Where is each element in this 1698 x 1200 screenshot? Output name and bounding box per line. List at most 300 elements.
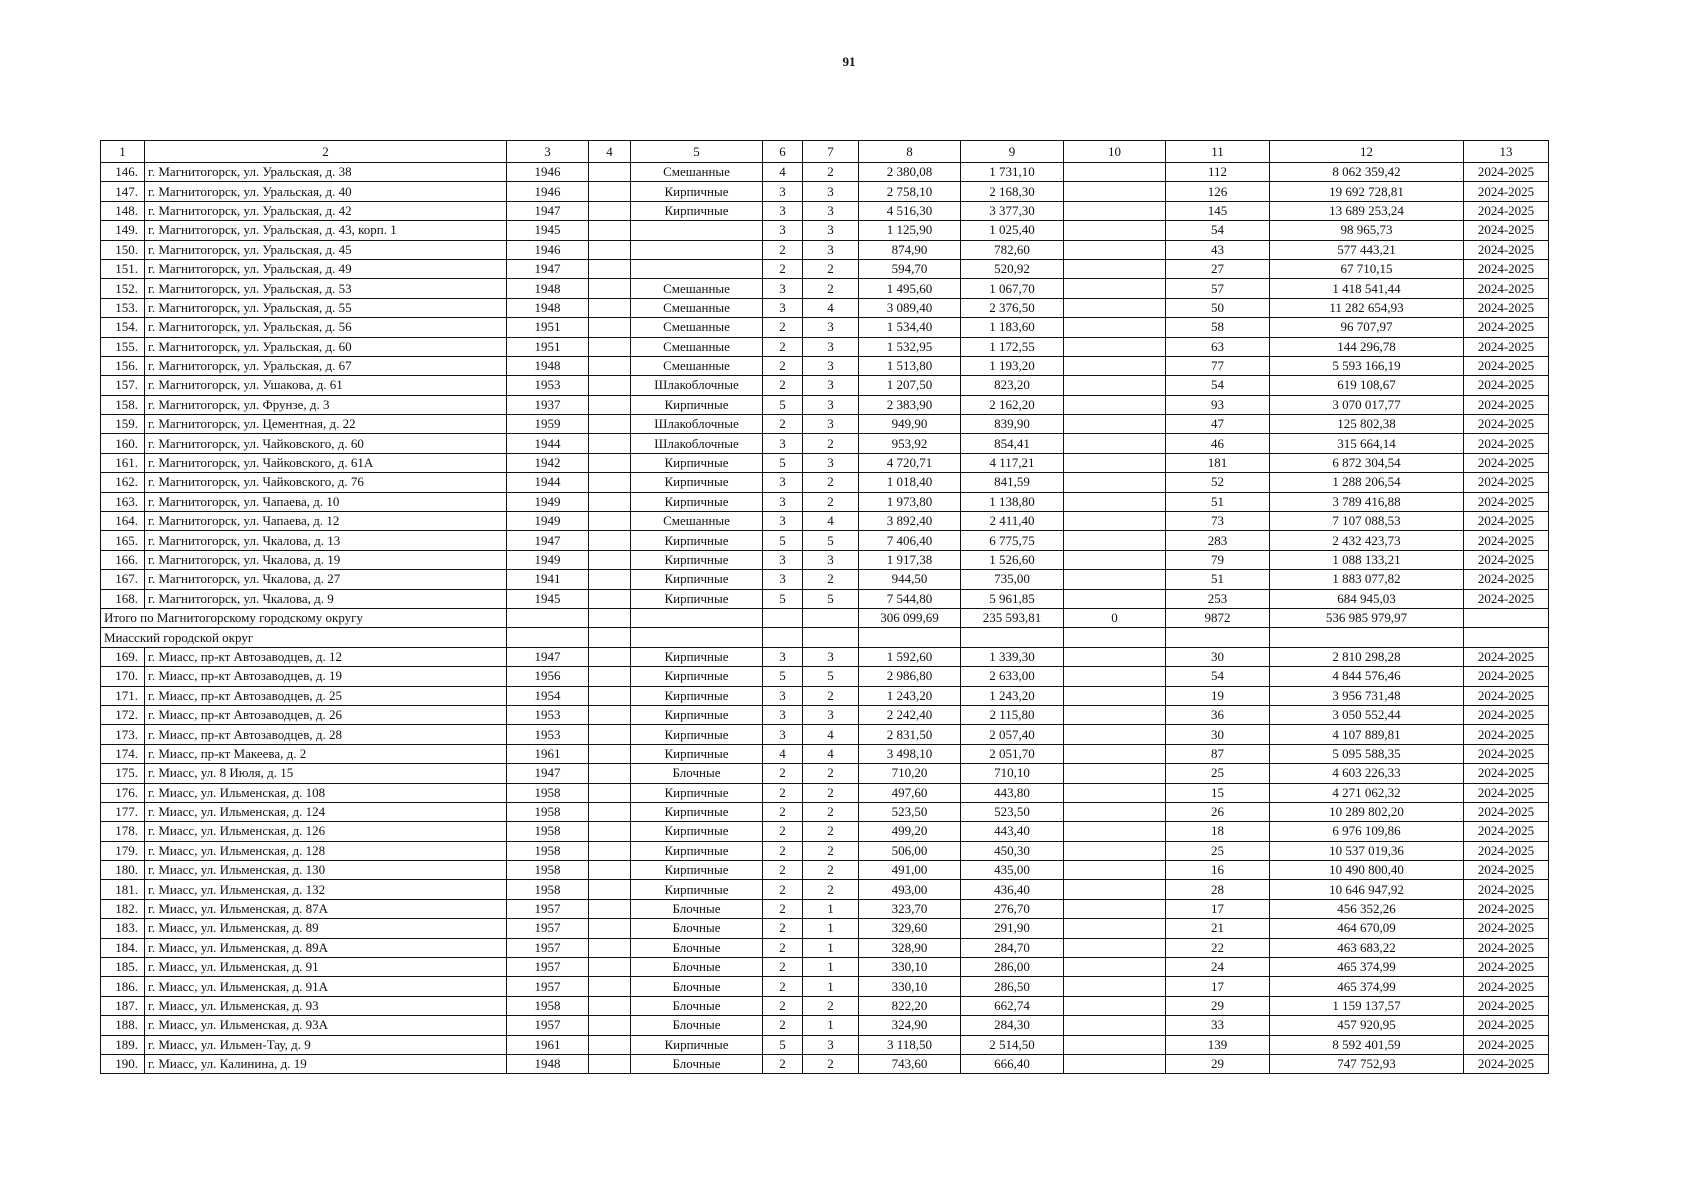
table-cell: 54 xyxy=(1166,376,1270,395)
table-cell: 2 242,40 xyxy=(859,705,961,724)
table-cell: 1958 xyxy=(507,996,589,1015)
table-row xyxy=(101,395,1549,414)
table-cell: 1941 xyxy=(507,570,589,589)
table-cell: г. Магнитогорск, ул. Чапаева, д. 12 xyxy=(145,512,507,531)
table-cell: 2024-2025 xyxy=(1464,298,1549,317)
column-header: 9 xyxy=(961,141,1064,163)
table-cell: 2024-2025 xyxy=(1464,415,1549,434)
table-cell: 1 xyxy=(803,958,859,977)
table-cell: 2 831,50 xyxy=(859,725,961,744)
table-row xyxy=(101,841,1549,860)
table-cell: 2024-2025 xyxy=(1464,1054,1549,1073)
table-cell: 160. xyxy=(101,434,145,453)
table-cell: 1946 xyxy=(507,240,589,259)
table-cell: 163. xyxy=(101,492,145,511)
table-cell xyxy=(1064,512,1166,531)
table-cell: Смешанные xyxy=(631,279,763,298)
table-cell: 2024-2025 xyxy=(1464,356,1549,375)
table-cell: Блочные xyxy=(631,996,763,1015)
table-cell: 2 xyxy=(803,1054,859,1073)
table-cell: 6 775,75 xyxy=(961,531,1064,550)
table-cell: 149. xyxy=(101,221,145,240)
table-cell xyxy=(589,550,631,569)
table-cell: 5 xyxy=(763,1035,803,1054)
table-cell: 43 xyxy=(1166,240,1270,259)
table-cell: 2 514,50 xyxy=(961,1035,1064,1054)
table-cell: 1 917,38 xyxy=(859,550,961,569)
table-cell: Кирпичные xyxy=(631,531,763,550)
table-cell: 2 xyxy=(803,686,859,705)
table-cell: г. Магнитогорск, ул. Уральская, д. 56 xyxy=(145,318,507,337)
table-cell xyxy=(1064,318,1166,337)
table-cell: 283 xyxy=(1166,531,1270,550)
table-cell: г. Магнитогорск, ул. Чкалова, д. 9 xyxy=(145,589,507,608)
table-cell: 1951 xyxy=(507,318,589,337)
table-cell xyxy=(1064,628,1166,647)
table-cell: 2 xyxy=(763,259,803,278)
table-cell: 180. xyxy=(101,861,145,880)
table-row xyxy=(101,919,1549,938)
table-cell: 3 xyxy=(803,453,859,472)
table-cell: 2 162,20 xyxy=(961,395,1064,414)
table-cell: 3 xyxy=(763,221,803,240)
table-cell: 1944 xyxy=(507,434,589,453)
table-row xyxy=(101,182,1549,201)
table-cell: 161. xyxy=(101,453,145,472)
table-cell: 3 xyxy=(803,415,859,434)
table-cell xyxy=(1064,589,1166,608)
table-cell: 182. xyxy=(101,899,145,918)
table-cell: г. Магнитогорск, ул. Чкалова, д. 19 xyxy=(145,550,507,569)
table-cell: 3 xyxy=(763,705,803,724)
table-cell: 1 xyxy=(803,919,859,938)
table-cell: 2 xyxy=(803,473,859,492)
table-cell xyxy=(1064,919,1166,938)
table-cell: 1944 xyxy=(507,473,589,492)
table-cell: 1957 xyxy=(507,977,589,996)
table-cell: 2024-2025 xyxy=(1464,531,1549,550)
table-cell xyxy=(1166,628,1270,647)
column-header: 13 xyxy=(1464,141,1549,163)
table-cell: 1937 xyxy=(507,395,589,414)
table-cell: 1 159 137,57 xyxy=(1270,996,1464,1015)
table-cell: 3 xyxy=(763,647,803,666)
table-cell: Кирпичные xyxy=(631,861,763,880)
table-cell: 2 xyxy=(763,783,803,802)
table-cell: 2 xyxy=(763,415,803,434)
table-cell xyxy=(1064,1016,1166,1035)
table-cell: 1 243,20 xyxy=(961,686,1064,705)
table-cell: 1953 xyxy=(507,725,589,744)
table-cell: 166. xyxy=(101,550,145,569)
table-cell: 2 xyxy=(763,977,803,996)
table-cell: 1 xyxy=(803,977,859,996)
table-cell xyxy=(859,628,961,647)
table-cell: 3 xyxy=(803,201,859,220)
table-row xyxy=(101,434,1549,453)
total-cell: 0 xyxy=(1064,608,1166,627)
table-cell: 2024-2025 xyxy=(1464,861,1549,880)
table-cell: 3 xyxy=(803,182,859,201)
table-cell: 1 088 133,21 xyxy=(1270,550,1464,569)
table-cell: г. Миасс, ул. Ильменская, д. 89А xyxy=(145,938,507,957)
table-cell xyxy=(589,1035,631,1054)
table-cell: 148. xyxy=(101,201,145,220)
table-cell: г. Миасс, ул. Ильменская, д. 132 xyxy=(145,880,507,899)
table-cell: 743,60 xyxy=(859,1054,961,1073)
table-cell: Смешанные xyxy=(631,163,763,182)
table-cell: Блочные xyxy=(631,919,763,938)
table-cell: Кирпичные xyxy=(631,201,763,220)
table-cell: г. Магнитогорск, ул. Уральская, д. 49 xyxy=(145,259,507,278)
table-cell: г. Миасс, ул. 8 Июля, д. 15 xyxy=(145,764,507,783)
table-cell: 2 376,50 xyxy=(961,298,1064,317)
column-header: 6 xyxy=(763,141,803,163)
table-cell: 3 xyxy=(763,279,803,298)
table-cell: г. Магнитогорск, ул. Чапаева, д. 10 xyxy=(145,492,507,511)
table-cell xyxy=(1064,996,1166,1015)
column-header: 3 xyxy=(507,141,589,163)
table-cell: 822,20 xyxy=(859,996,961,1015)
table-cell: 944,50 xyxy=(859,570,961,589)
table-row xyxy=(101,958,1549,977)
table-cell: г. Миасс, ул. Ильменская, д. 128 xyxy=(145,841,507,860)
table-cell: 782,60 xyxy=(961,240,1064,259)
table-cell: 1 067,70 xyxy=(961,279,1064,298)
table-cell xyxy=(1064,259,1166,278)
table-cell: г. Миасс, ул. Ильменская, д. 89 xyxy=(145,919,507,938)
table-cell xyxy=(631,240,763,259)
table-cell: 1 288 206,54 xyxy=(1270,473,1464,492)
table-cell: Блочные xyxy=(631,977,763,996)
table-cell: 1948 xyxy=(507,298,589,317)
table-cell: 1945 xyxy=(507,589,589,608)
table-cell: 1 207,50 xyxy=(859,376,961,395)
table-cell: 2 xyxy=(803,492,859,511)
table-cell: 21 xyxy=(1166,919,1270,938)
table-cell: 2 xyxy=(763,376,803,395)
table-cell: 125 802,38 xyxy=(1270,415,1464,434)
table-cell xyxy=(589,822,631,841)
table-cell: 2024-2025 xyxy=(1464,744,1549,763)
table-cell xyxy=(589,802,631,821)
table-cell: 1951 xyxy=(507,337,589,356)
table-cell: 5 xyxy=(803,589,859,608)
table-cell: 1 973,80 xyxy=(859,492,961,511)
table-cell: Смешанные xyxy=(631,512,763,531)
table-cell: г. Магнитогорск, ул. Чайковского, д. 60 xyxy=(145,434,507,453)
table-cell: 841,59 xyxy=(961,473,1064,492)
table-cell: 11 282 654,93 xyxy=(1270,298,1464,317)
table-cell: 2 xyxy=(763,1016,803,1035)
table-cell: 1948 xyxy=(507,279,589,298)
table-cell: 47 xyxy=(1166,415,1270,434)
table-cell: г. Магнитогорск, ул. Чкалова, д. 13 xyxy=(145,531,507,550)
table-cell: г. Магнитогорск, ул. Уральская, д. 53 xyxy=(145,279,507,298)
table-cell: 4 xyxy=(803,744,859,763)
table-cell: 4 271 062,32 xyxy=(1270,783,1464,802)
table-row xyxy=(101,415,1549,434)
table-cell: 1953 xyxy=(507,376,589,395)
table-cell xyxy=(589,434,631,453)
table-cell: Кирпичные xyxy=(631,822,763,841)
table-cell xyxy=(589,686,631,705)
table-cell: 30 xyxy=(1166,647,1270,666)
table-row xyxy=(101,589,1549,608)
table-cell xyxy=(1064,434,1166,453)
table-cell: 2024-2025 xyxy=(1464,550,1549,569)
table-cell: г. Магнитогорск, ул. Уральская, д. 38 xyxy=(145,163,507,182)
table-cell xyxy=(1064,744,1166,763)
table-cell: 1 018,40 xyxy=(859,473,961,492)
table-cell: 27 xyxy=(1166,259,1270,278)
column-header: 7 xyxy=(803,141,859,163)
table-cell xyxy=(589,221,631,240)
table-cell: 1 418 541,44 xyxy=(1270,279,1464,298)
table-cell: 4 603 226,33 xyxy=(1270,764,1464,783)
table-row xyxy=(101,725,1549,744)
table-cell xyxy=(1064,725,1166,744)
table-cell: 619 108,67 xyxy=(1270,376,1464,395)
table-cell: 330,10 xyxy=(859,977,961,996)
table-cell: 25 xyxy=(1166,841,1270,860)
table-cell xyxy=(589,880,631,899)
table-cell xyxy=(507,628,589,647)
table-cell: 58 xyxy=(1166,318,1270,337)
table-cell: Смешанные xyxy=(631,356,763,375)
column-header: 1 xyxy=(101,141,145,163)
table-cell: 1957 xyxy=(507,899,589,918)
table-cell: 1949 xyxy=(507,550,589,569)
column-header: 4 xyxy=(589,141,631,163)
table-cell: 2 xyxy=(763,822,803,841)
table-cell xyxy=(589,376,631,395)
table-cell: 2 xyxy=(763,938,803,957)
table-cell: Кирпичные xyxy=(631,667,763,686)
table-cell: 8 592 401,59 xyxy=(1270,1035,1464,1054)
table-cell: 2 xyxy=(763,356,803,375)
table-cell: 2 115,80 xyxy=(961,705,1064,724)
table-cell: 57 xyxy=(1166,279,1270,298)
table-cell: 2 758,10 xyxy=(859,182,961,201)
table-cell: 2024-2025 xyxy=(1464,240,1549,259)
table-row xyxy=(101,899,1549,918)
table-cell: 4 844 576,46 xyxy=(1270,667,1464,686)
table-cell: 10 490 800,40 xyxy=(1270,861,1464,880)
table-cell: 1954 xyxy=(507,686,589,705)
table-cell: 165. xyxy=(101,531,145,550)
table-cell: 324,90 xyxy=(859,1016,961,1035)
table-cell: 1956 xyxy=(507,667,589,686)
table-cell xyxy=(589,919,631,938)
table-cell: 3 xyxy=(803,221,859,240)
table-cell: Кирпичные xyxy=(631,725,763,744)
table-cell: 164. xyxy=(101,512,145,531)
table-cell: г. Миасс, пр-кт Автозаводцев, д. 25 xyxy=(145,686,507,705)
table-cell: 2 xyxy=(803,279,859,298)
table-cell: 3 070 017,77 xyxy=(1270,395,1464,414)
table-cell: 5 593 166,19 xyxy=(1270,356,1464,375)
table-cell: 3 xyxy=(763,686,803,705)
table-cell xyxy=(589,667,631,686)
table-cell: 2 xyxy=(763,996,803,1015)
table-cell: 2024-2025 xyxy=(1464,201,1549,220)
table-cell: 2024-2025 xyxy=(1464,802,1549,821)
table-cell: 2024-2025 xyxy=(1464,996,1549,1015)
table-cell: 854,41 xyxy=(961,434,1064,453)
table-row xyxy=(101,1016,1549,1035)
table-cell: Блочные xyxy=(631,1016,763,1035)
table-cell: 3 xyxy=(763,550,803,569)
table-cell xyxy=(589,473,631,492)
table-row xyxy=(101,977,1549,996)
table-cell: г. Магнитогорск, ул. Чайковского, д. 76 xyxy=(145,473,507,492)
table-cell: 2024-2025 xyxy=(1464,686,1549,705)
table-cell: 4 107 889,81 xyxy=(1270,725,1464,744)
table-cell: 2024-2025 xyxy=(1464,395,1549,414)
table-cell: 1 495,60 xyxy=(859,279,961,298)
table-cell: 1948 xyxy=(507,356,589,375)
table-cell: 4 720,71 xyxy=(859,453,961,472)
table-cell: 1958 xyxy=(507,861,589,880)
table-cell: 169. xyxy=(101,647,145,666)
table-cell xyxy=(1064,958,1166,977)
table-cell: 2 432 423,73 xyxy=(1270,531,1464,550)
table-cell xyxy=(1064,822,1166,841)
table-row xyxy=(101,783,1549,802)
table-cell: 4 xyxy=(763,163,803,182)
table-cell xyxy=(589,705,631,724)
table-cell: 710,10 xyxy=(961,764,1064,783)
page-number: 91 xyxy=(842,54,856,69)
table-cell: Кирпичные xyxy=(631,705,763,724)
section-label: Миасский городской округ xyxy=(101,628,507,647)
table-cell: Кирпичные xyxy=(631,783,763,802)
table-cell: 2 633,00 xyxy=(961,667,1064,686)
table-cell: 3 xyxy=(763,570,803,589)
table-cell xyxy=(589,841,631,860)
table-cell xyxy=(1064,1054,1166,1073)
table-cell: 3 892,40 xyxy=(859,512,961,531)
table-cell: 662,74 xyxy=(961,996,1064,1015)
table-cell: 93 xyxy=(1166,395,1270,414)
table-cell: 112 xyxy=(1166,163,1270,182)
table-cell: г. Миасс, ул. Ильменская, д. 91 xyxy=(145,958,507,977)
table-cell xyxy=(589,996,631,1015)
table-cell: 33 xyxy=(1166,1016,1270,1035)
table-row xyxy=(101,318,1549,337)
table-cell: 36 xyxy=(1166,705,1270,724)
table-cell xyxy=(1064,453,1166,472)
table-row xyxy=(101,802,1549,821)
table-cell: г. Магнитогорск, ул. Уральская, д. 55 xyxy=(145,298,507,317)
table-cell: 1947 xyxy=(507,201,589,220)
table-cell: 1 xyxy=(803,899,859,918)
total-cell: 9872 xyxy=(1166,608,1270,627)
table-cell: 10 646 947,92 xyxy=(1270,880,1464,899)
table-cell: 710,20 xyxy=(859,764,961,783)
table-cell: Кирпичные xyxy=(631,880,763,899)
table-cell xyxy=(1064,550,1166,569)
table-cell: 1949 xyxy=(507,492,589,511)
table-cell: 179. xyxy=(101,841,145,860)
table-cell: 2 xyxy=(803,434,859,453)
table-cell xyxy=(589,259,631,278)
table-cell: 3 789 416,88 xyxy=(1270,492,1464,511)
table-cell: 2 xyxy=(803,570,859,589)
table-cell: 684 945,03 xyxy=(1270,589,1464,608)
total-label: Итого по Магнитогорскому городскому округу xyxy=(101,608,507,627)
table-cell: 286,00 xyxy=(961,958,1064,977)
table-cell: 1 243,20 xyxy=(859,686,961,705)
table-cell xyxy=(1064,899,1166,918)
table-cell: Блочные xyxy=(631,764,763,783)
table-row xyxy=(101,356,1549,375)
table-cell: 1 125,90 xyxy=(859,221,961,240)
table-cell: 7 406,40 xyxy=(859,531,961,550)
table-cell: 3 xyxy=(763,298,803,317)
table-cell: 154. xyxy=(101,318,145,337)
table-cell xyxy=(589,725,631,744)
table-cell: 2024-2025 xyxy=(1464,977,1549,996)
table-cell: Блочные xyxy=(631,1054,763,1073)
table-cell: 51 xyxy=(1166,492,1270,511)
table-cell: Кирпичные xyxy=(631,841,763,860)
table-cell xyxy=(961,628,1064,647)
table-cell xyxy=(589,899,631,918)
table-cell: 151. xyxy=(101,259,145,278)
table-cell: 1 xyxy=(803,1016,859,1035)
table-cell: 1 731,10 xyxy=(961,163,1064,182)
table-cell: 2024-2025 xyxy=(1464,318,1549,337)
table-cell: 5 xyxy=(803,531,859,550)
table-cell: 168. xyxy=(101,589,145,608)
table-cell xyxy=(1064,492,1166,511)
table-cell xyxy=(589,182,631,201)
table-cell: 1958 xyxy=(507,841,589,860)
table-cell: г. Миасс, ул. Ильменская, д. 93 xyxy=(145,996,507,1015)
table-cell: 2 xyxy=(763,1054,803,1073)
total-row xyxy=(101,608,1549,627)
table-cell: 1 592,60 xyxy=(859,647,961,666)
table-cell: 2 986,80 xyxy=(859,667,961,686)
table-cell: 253 xyxy=(1166,589,1270,608)
total-cell: 306 099,69 xyxy=(859,608,961,627)
table-cell: 2 xyxy=(763,919,803,938)
table-cell: 1958 xyxy=(507,783,589,802)
table-cell xyxy=(1064,356,1166,375)
table-cell: 155. xyxy=(101,337,145,356)
table-cell: 173. xyxy=(101,725,145,744)
table-cell: г. Магнитогорск, ул. Уральская, д. 43, корп. 1 xyxy=(145,221,507,240)
table-cell: 126 xyxy=(1166,182,1270,201)
column-header: 10 xyxy=(1064,141,1166,163)
table-cell: г. Магнитогорск, ул. Фрунзе, д. 3 xyxy=(145,395,507,414)
table-row xyxy=(101,473,1549,492)
table-cell: 147. xyxy=(101,182,145,201)
table-cell: Кирпичные xyxy=(631,686,763,705)
table-cell xyxy=(1064,861,1166,880)
table-cell: 493,00 xyxy=(859,880,961,899)
table-cell xyxy=(589,958,631,977)
table-cell: 3 498,10 xyxy=(859,744,961,763)
table-cell xyxy=(1064,783,1166,802)
table-cell: 176. xyxy=(101,783,145,802)
table-cell: 594,70 xyxy=(859,259,961,278)
table-cell: 323,70 xyxy=(859,899,961,918)
table-cell: 139 xyxy=(1166,1035,1270,1054)
table-cell: 17 xyxy=(1166,977,1270,996)
